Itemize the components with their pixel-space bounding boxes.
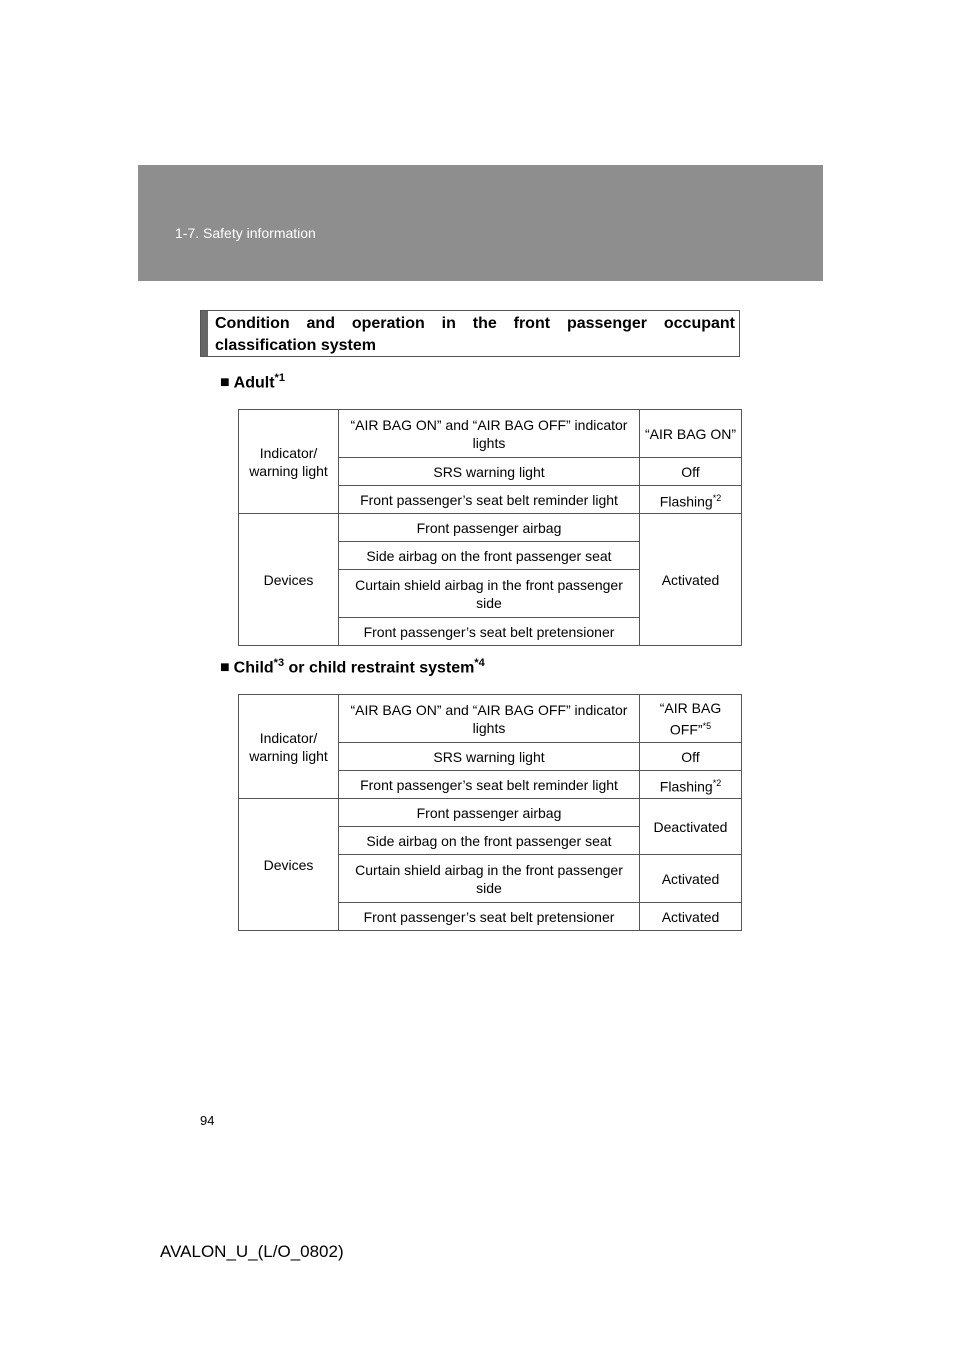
footnote-mark: *3 (273, 657, 285, 669)
airbag-lights-value: “AIR BAG ON” (640, 410, 742, 458)
page-number: 94 (200, 1113, 215, 1128)
table-row (239, 799, 742, 827)
title-accent-bar (201, 311, 208, 356)
devices-value: Activated (640, 514, 742, 646)
srs-value: Off (640, 743, 742, 771)
belt-reminder-label: Front passenger’s seat belt reminder light (339, 771, 640, 799)
table-row (239, 410, 742, 458)
airbags-value: Deactivated (640, 799, 742, 855)
airbag-lights-label: “AIR BAG ON” and “AIR BAG OFF” indicator lights (339, 695, 640, 743)
section-title: Condition and operation in the front passenger occupant classification system (215, 315, 735, 354)
curtain-airbag-value: Activated (640, 855, 742, 903)
side-airbag-label: Side airbag on the front passenger seat (339, 542, 640, 570)
table-row (239, 514, 742, 542)
pretensioner-label: Front passenger’s seat belt pretensioner (339, 903, 640, 931)
airbag-lights-label: “AIR BAG ON” and “AIR BAG OFF” indicator lights (339, 410, 640, 458)
child-table (238, 694, 742, 931)
footer-code: AVALON_U_(L/O_0802) (160, 1242, 344, 1261)
square-bullet-icon: ■ (220, 659, 230, 677)
adult-table (238, 409, 742, 646)
airbag-lights-value: “AIR BAG OFF”$^{*5}$ (640, 695, 742, 743)
table-row (239, 695, 742, 743)
devices-label: Devices (239, 514, 339, 646)
header-band (138, 165, 823, 281)
srs-label: SRS warning light (339, 743, 640, 771)
srs-value: Off (640, 458, 742, 486)
side-airbag-label: Side airbag on the front passenger seat (339, 827, 640, 855)
section-label: 1-7. Safety information (175, 225, 316, 241)
indicator-label: Indicator/ warning light (239, 410, 339, 514)
adult-heading: ■ Adult$^{*1}$ (220, 372, 285, 392)
footnote-mark: *4 (474, 657, 485, 669)
belt-reminder-value: Flashing$^{*2}$ (640, 486, 742, 514)
section-title-box (200, 310, 740, 357)
belt-reminder-label: Front passenger’s seat belt reminder light (339, 486, 640, 514)
belt-reminder-value: Flashing$^{*2}$ (640, 771, 742, 799)
indicator-label: Indicator/ warning light (239, 695, 339, 799)
front-airbag-label: Front passenger airbag (339, 799, 640, 827)
footnote-mark: *1 (274, 372, 285, 384)
square-bullet-icon: ■ (220, 374, 230, 392)
curtain-airbag-label: Curtain shield airbag in the front passenger side (339, 855, 640, 903)
pretensioner-value: Activated (640, 903, 742, 931)
footnote-mark: *2 (712, 492, 722, 503)
child-heading: ■ Child$^{*3}$ or child restraint system$^{*4}$ (220, 657, 485, 677)
curtain-airbag-label: Curtain shield airbag in the front passenger side (339, 570, 640, 618)
pretensioner-label: Front passenger’s seat belt pretensioner (339, 618, 640, 646)
front-airbag-label: Front passenger airbag (339, 514, 640, 542)
devices-label: Devices (239, 799, 339, 931)
footnote-mark: *2 (712, 777, 722, 788)
srs-label: SRS warning light (339, 458, 640, 486)
footnote-mark: *5 (702, 720, 712, 731)
